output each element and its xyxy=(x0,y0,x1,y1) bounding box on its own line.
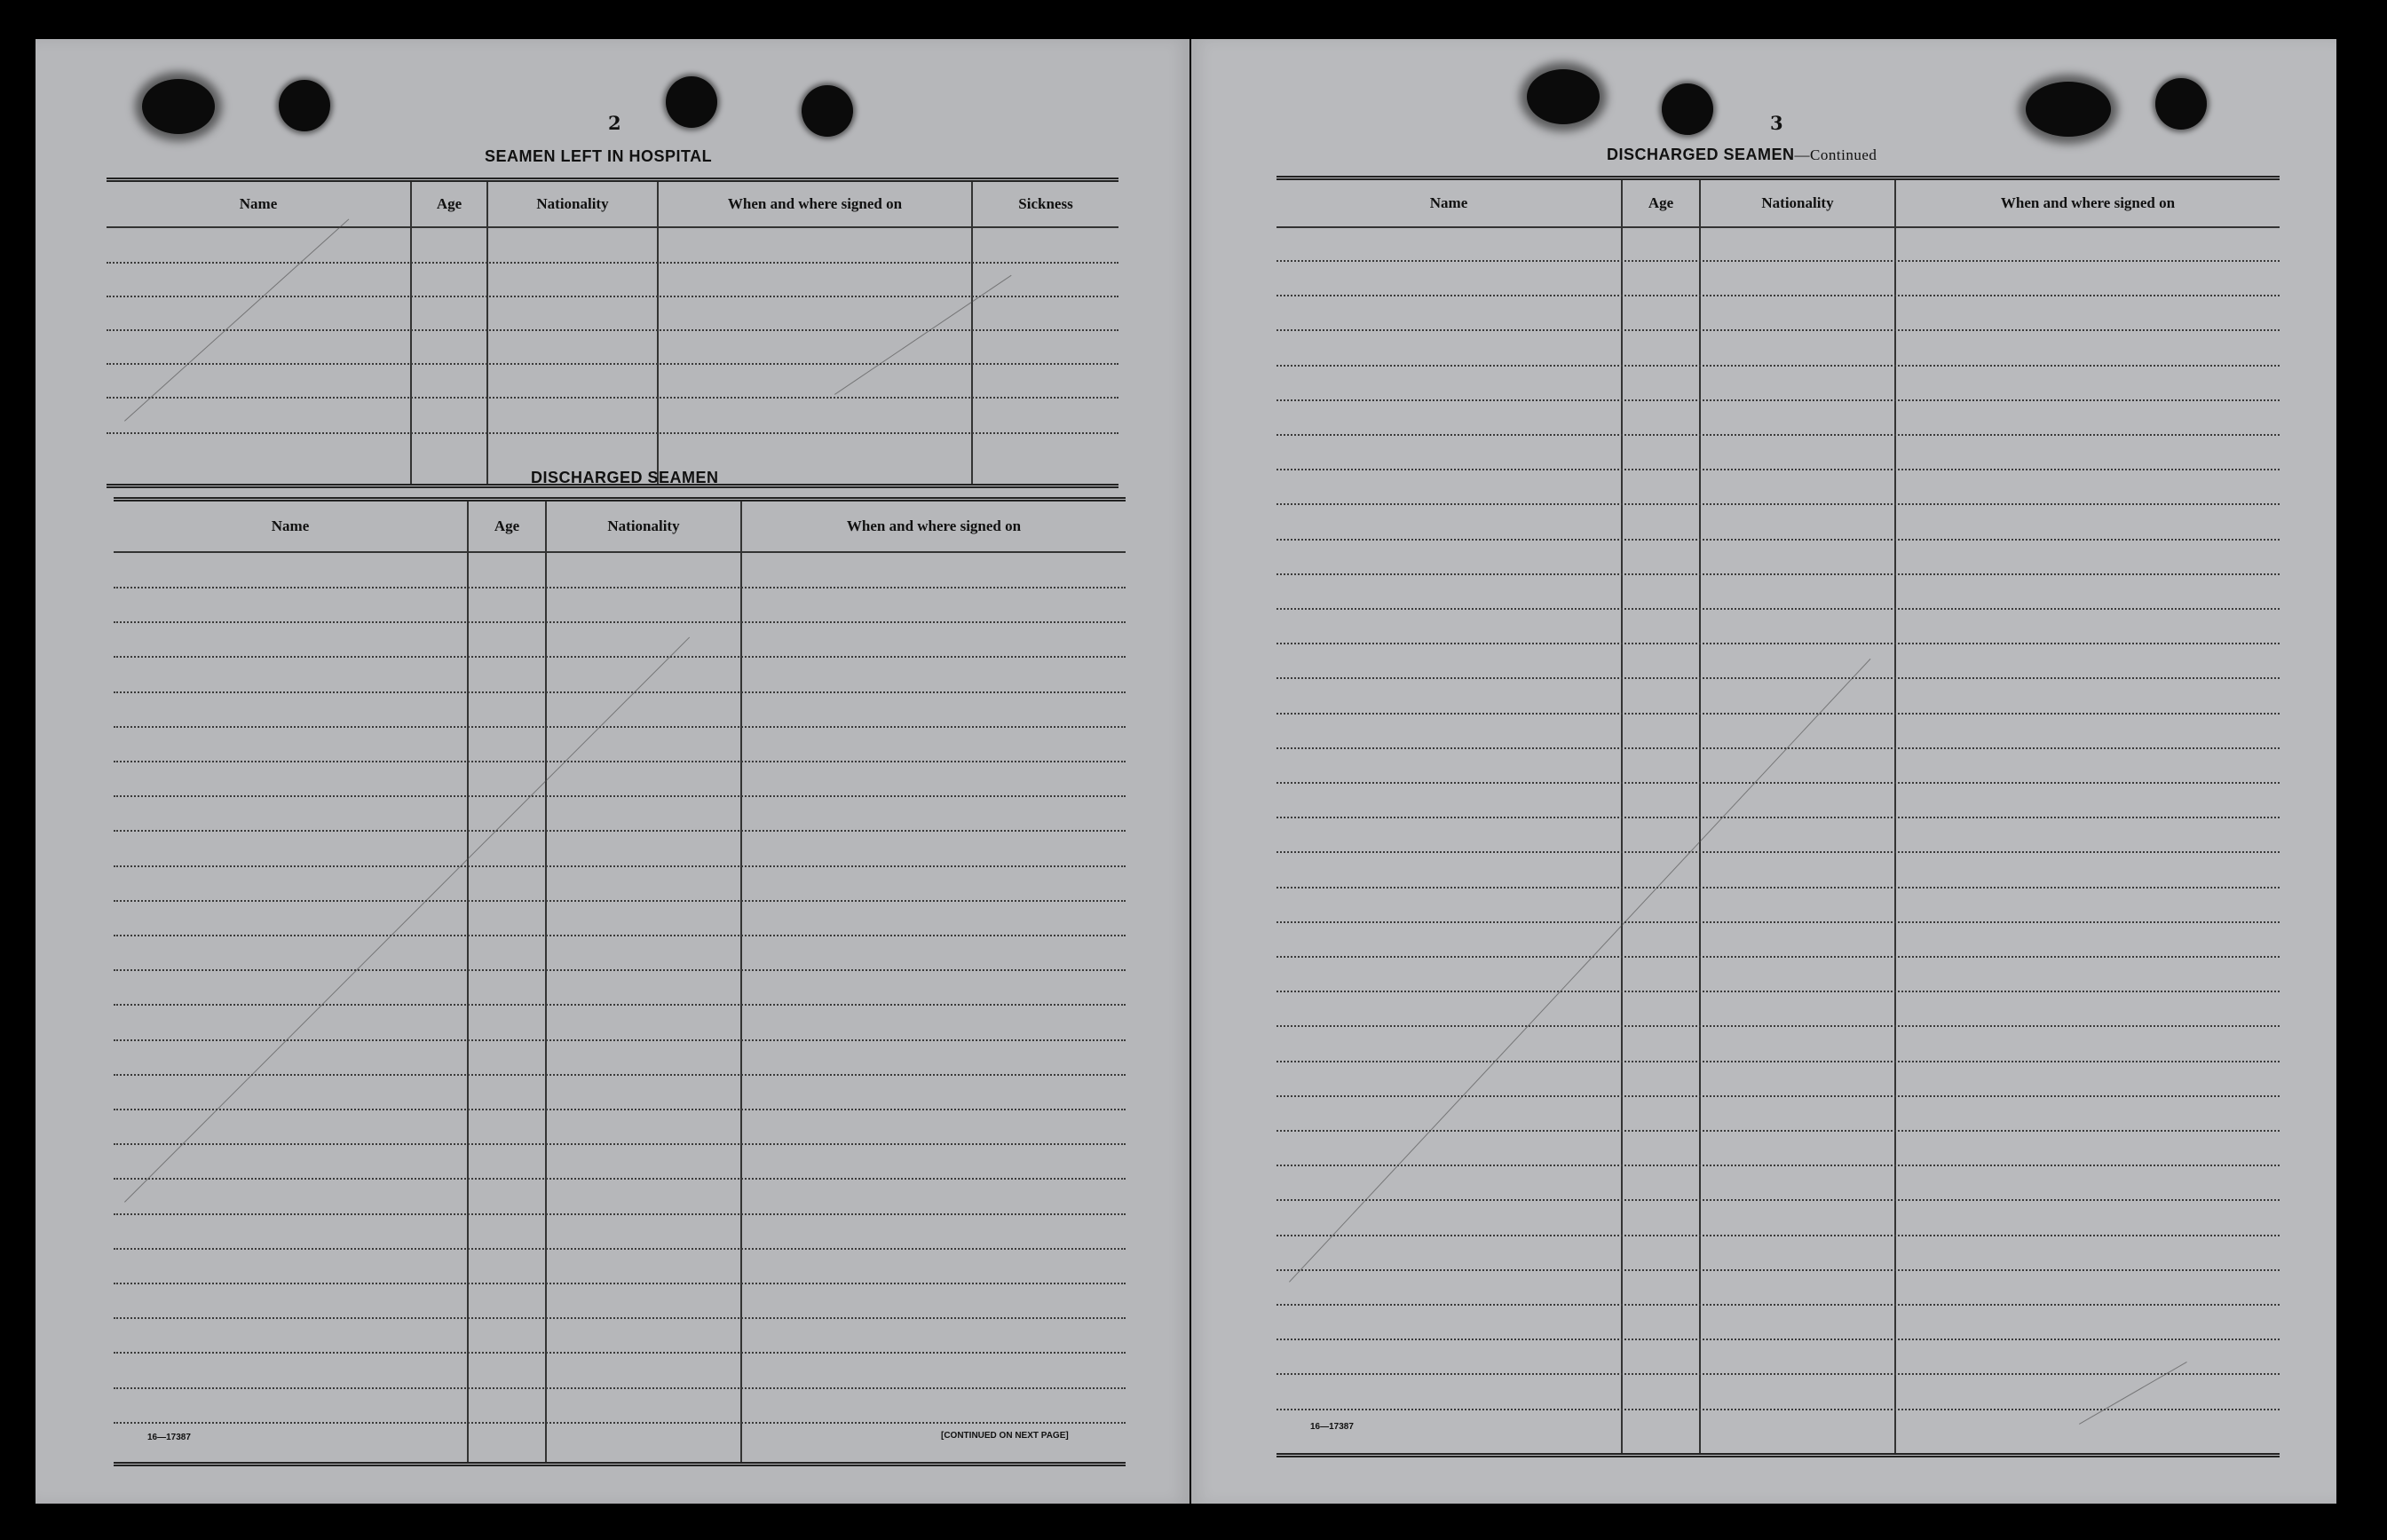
entry-line xyxy=(1276,643,2280,644)
entry-line xyxy=(114,1387,1126,1389)
entry-line xyxy=(114,1283,1126,1284)
form-code: 16—17387 xyxy=(1310,1422,1354,1432)
punch-hole xyxy=(279,80,330,131)
entry-line xyxy=(1276,956,2280,958)
section-title-discharged: DISCHARGED SEAMEN xyxy=(531,469,719,486)
discharged-table xyxy=(114,497,1126,1466)
column-divider xyxy=(657,182,659,484)
entry-line xyxy=(114,1317,1126,1319)
left-form-page xyxy=(36,39,1190,1504)
punch-hole xyxy=(2155,78,2207,130)
entry-line xyxy=(114,1109,1126,1110)
entry-line xyxy=(1276,1269,2280,1271)
entry-line xyxy=(1276,608,2280,610)
column-divider xyxy=(486,182,488,484)
entry-line xyxy=(1276,1199,2280,1201)
table-header xyxy=(114,501,1126,553)
entry-line xyxy=(114,1039,1126,1041)
entry-line xyxy=(1276,1235,2280,1236)
entry-line xyxy=(114,935,1126,936)
column-header-sickness: Sickness xyxy=(1018,195,1073,212)
entry-line xyxy=(114,1178,1126,1180)
entry-line xyxy=(1276,399,2280,401)
entry-line xyxy=(114,726,1126,728)
entry-line xyxy=(1276,991,2280,992)
entry-line xyxy=(1276,365,2280,367)
entry-line xyxy=(114,865,1126,867)
punch-hole xyxy=(142,79,215,134)
entry-line xyxy=(114,761,1126,762)
entry-line xyxy=(107,262,1118,264)
entry-line xyxy=(114,587,1126,588)
form-code: 16—17387 xyxy=(147,1433,191,1442)
table-header xyxy=(1276,180,2280,228)
column-header-age: Age xyxy=(494,517,520,534)
entry-line xyxy=(1276,1165,2280,1166)
table-header xyxy=(107,182,1118,228)
entry-line xyxy=(114,1422,1126,1424)
punch-hole xyxy=(1527,69,1600,124)
punch-hole xyxy=(802,85,853,137)
entry-line xyxy=(1276,469,2280,470)
title-suffix: —Continued xyxy=(1794,146,1877,163)
entry-line xyxy=(107,363,1118,365)
punch-hole xyxy=(1662,83,1713,135)
column-header-age: Age xyxy=(436,195,462,212)
entry-line xyxy=(1276,713,2280,715)
entry-line xyxy=(107,432,1118,434)
column-header-name: Name xyxy=(1429,194,1468,211)
entry-line xyxy=(114,795,1126,797)
entry-line xyxy=(107,329,1118,331)
title-main: DISCHARGED SEAMEN xyxy=(1607,146,1795,163)
entry-line xyxy=(114,1004,1126,1006)
entry-line xyxy=(1276,1095,2280,1097)
entry-line xyxy=(114,1352,1126,1354)
entry-line xyxy=(1276,887,2280,888)
entry-line xyxy=(114,969,1126,971)
entry-line xyxy=(1276,1339,2280,1340)
right-form-page xyxy=(1191,39,2336,1504)
section-title-hospital: SEAMEN LEFT IN HOSPITAL xyxy=(485,147,713,165)
entry-line xyxy=(114,656,1126,658)
page-number: 2 xyxy=(608,112,621,134)
entry-line xyxy=(1276,573,2280,575)
entry-line xyxy=(1276,260,2280,262)
punch-hole xyxy=(2026,82,2111,137)
entry-line xyxy=(114,691,1126,693)
entry-line xyxy=(1276,1025,2280,1027)
entry-line xyxy=(1276,1409,2280,1410)
entry-line xyxy=(1276,817,2280,818)
column-header-when-where: When and where signed on xyxy=(2000,194,2176,211)
continued-note: [CONTINUED ON NEXT PAGE] xyxy=(941,1431,1069,1441)
entry-line xyxy=(114,1143,1126,1145)
entry-line xyxy=(1276,539,2280,541)
entry-line xyxy=(1276,329,2280,331)
entry-line xyxy=(1276,747,2280,749)
column-header-nationality: Nationality xyxy=(536,195,609,212)
entry-line xyxy=(1276,434,2280,436)
entry-line xyxy=(114,1074,1126,1076)
entry-line xyxy=(1276,295,2280,296)
entry-line xyxy=(107,397,1118,399)
discharged-continued-table xyxy=(1276,176,2280,1457)
entry-line xyxy=(1276,921,2280,923)
column-header-nationality: Nationality xyxy=(607,517,680,534)
entry-line xyxy=(1276,1061,2280,1062)
entry-line xyxy=(1276,503,2280,505)
column-header-name: Name xyxy=(239,195,278,212)
column-header-name: Name xyxy=(271,517,310,534)
section-title-discharged-continued xyxy=(1607,146,1877,164)
page-number: 3 xyxy=(1770,112,1783,134)
column-divider xyxy=(410,182,412,484)
column-divider xyxy=(971,182,973,484)
entry-line xyxy=(1276,1373,2280,1375)
punch-hole xyxy=(666,76,717,128)
entry-line xyxy=(1276,851,2280,853)
entry-line xyxy=(114,830,1126,832)
column-header-nationality: Nationality xyxy=(1761,194,1834,211)
column-header-age: Age xyxy=(1648,194,1674,211)
entry-line xyxy=(114,1213,1126,1215)
column-header-when-where: When and where signed on xyxy=(727,195,903,212)
column-header-when-where: When and where signed on xyxy=(846,517,1022,534)
entry-line xyxy=(1276,1130,2280,1132)
entry-line xyxy=(114,1248,1126,1250)
entry-line xyxy=(114,621,1126,623)
entry-line xyxy=(107,296,1118,297)
hospital-table xyxy=(107,178,1118,488)
entry-line xyxy=(1276,677,2280,679)
entry-line xyxy=(114,900,1126,902)
entry-line xyxy=(1276,782,2280,784)
entry-line xyxy=(1276,1304,2280,1306)
